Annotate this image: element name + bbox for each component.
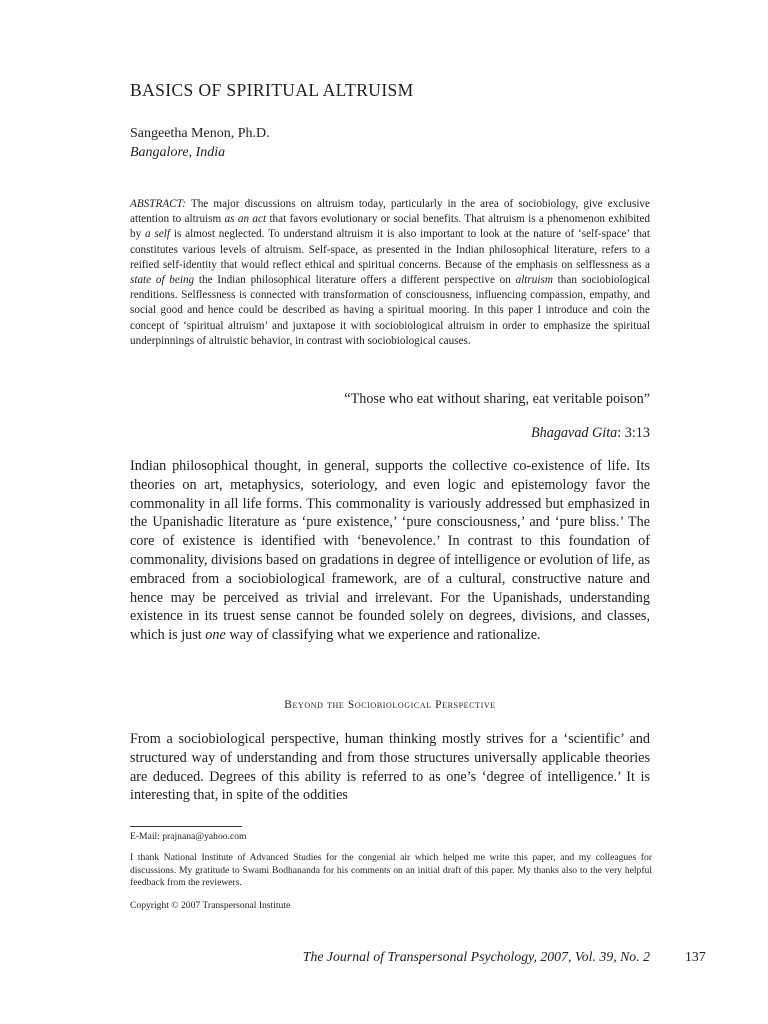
article-title: BASICS OF SPIRITUAL ALTRUISM bbox=[130, 80, 414, 100]
abstract-text-3: is almost neglected. To understand altruism it is also important to look at the nature of ‘self-space’ that constitutes various levels of altruism. Self-space, as presented in the Indian philosophical literature, refers to a reified self-identity that would reflect ethical and spiritual concerns. Because of the emphasis on selflessness as a bbox=[130, 228, 651, 271]
body-paragraph-1-emphasis: one bbox=[205, 627, 226, 644]
abstract-emphasis-3: state of being bbox=[130, 274, 195, 287]
body-paragraph-2: From a sociobiological perspective, human thinking mostly strives for a ‘scientific’ and structured way of understanding and from those structures universally applicable theories are deduced. Degrees of this ability is referred to as one’s ‘degree of intelligence.’ It is interesting that, in spite of the oddities bbox=[130, 731, 650, 804]
abstract-label: ABSTRACT: bbox=[130, 198, 186, 210]
abstract-text-2: that favors evolutionary or social benefits. That altruism is a phenomenon exhibited by bbox=[130, 213, 651, 241]
abstract-emphasis-4: altruism bbox=[515, 274, 553, 287]
abstract-text-4: the Indian philosophical literature offers a different perspective on bbox=[194, 274, 516, 287]
page-number: 137 bbox=[685, 949, 706, 964]
abstract-text-5: than sociobiological renditions. Selflessness is connected with transformation of consciousness, influencing compassion, empathy, and social good and hence could be described as having a spiritual mooring. In this paper I introduce and coin the concept of ‘spiritual altruism’ and juxtapose it with sociobiological altruism in order to emphasize the spiritual underpinnings of altruistic behavior, in contrast with sociobiological causes. bbox=[130, 274, 650, 347]
body-paragraph-1-text-b: way of classifying what we experience and rationalize. bbox=[225, 627, 541, 644]
footnote-email: E-Mail: prajnana@yahoo.com bbox=[130, 831, 247, 842]
footnote-rule bbox=[130, 826, 242, 827]
abstract-text-1: The major discussions on altruism today, particularly in the area of sociobiology, give exclusive attention to altruism bbox=[130, 198, 650, 226]
body-paragraph-1 bbox=[130, 457, 650, 645]
body-paragraph-1-text-a: Indian philosophical thought, in general, supports the collective co-existence of life. Its theories on art, metaphysics, soteriology, and even logic and epistemology favor the commonality in all life forms. This commonality is variously addressed but emphasized in the Upanishadic literature as ‘pure existence,’ ‘pure consciousness,’ and ‘pure bliss.’ The core of existence is identified with ‘benevolence.’ In contrast to this foundation of commonality, divisions based on gradations in degree of intelligence or evolution of life, as embraced from a sociobiological framework, are of a cultural, constructive nature and hence may be perceived as trivial and irrelevant. For the Upanishads, understanding existence in its truest sense cannot be founded solely on degrees, divisions, and classes, which is just bbox=[130, 458, 650, 644]
author-affiliation: Bangalore, India bbox=[130, 145, 226, 160]
abstract-emphasis-1: as an act bbox=[224, 213, 267, 226]
author-name: Sangeetha Menon, Ph.D. bbox=[130, 126, 270, 141]
epigraph-source-ref: : 3:13 bbox=[617, 425, 650, 441]
abstract-emphasis-2: a self bbox=[145, 228, 170, 241]
epigraph-source-title: Bhagavad Gita bbox=[530, 425, 618, 441]
journal-citation: The Journal of Transpersonal Psychology, 2007, Vol. 39, No. 2 bbox=[302, 949, 650, 964]
footnote-copyright: Copyright © 2007 Transpersonal Institute bbox=[130, 900, 291, 911]
section-heading: Beyond the Sociobiological Perspective bbox=[284, 699, 496, 711]
epigraph-source bbox=[531, 425, 650, 442]
epigraph-quote: “Those who eat without sharing, eat veritable poison” bbox=[344, 391, 650, 407]
abstract bbox=[130, 197, 650, 349]
footnote-acknowledgment: I thank National Institute of Advanced Studies for the congenial air which helped me write this paper, and my colleagues for discussions. My gratitude to Swami Bodhananda for his comments on an initial draft of this paper. My thanks also to the very helpful feedback from the reviewers. bbox=[130, 852, 652, 889]
